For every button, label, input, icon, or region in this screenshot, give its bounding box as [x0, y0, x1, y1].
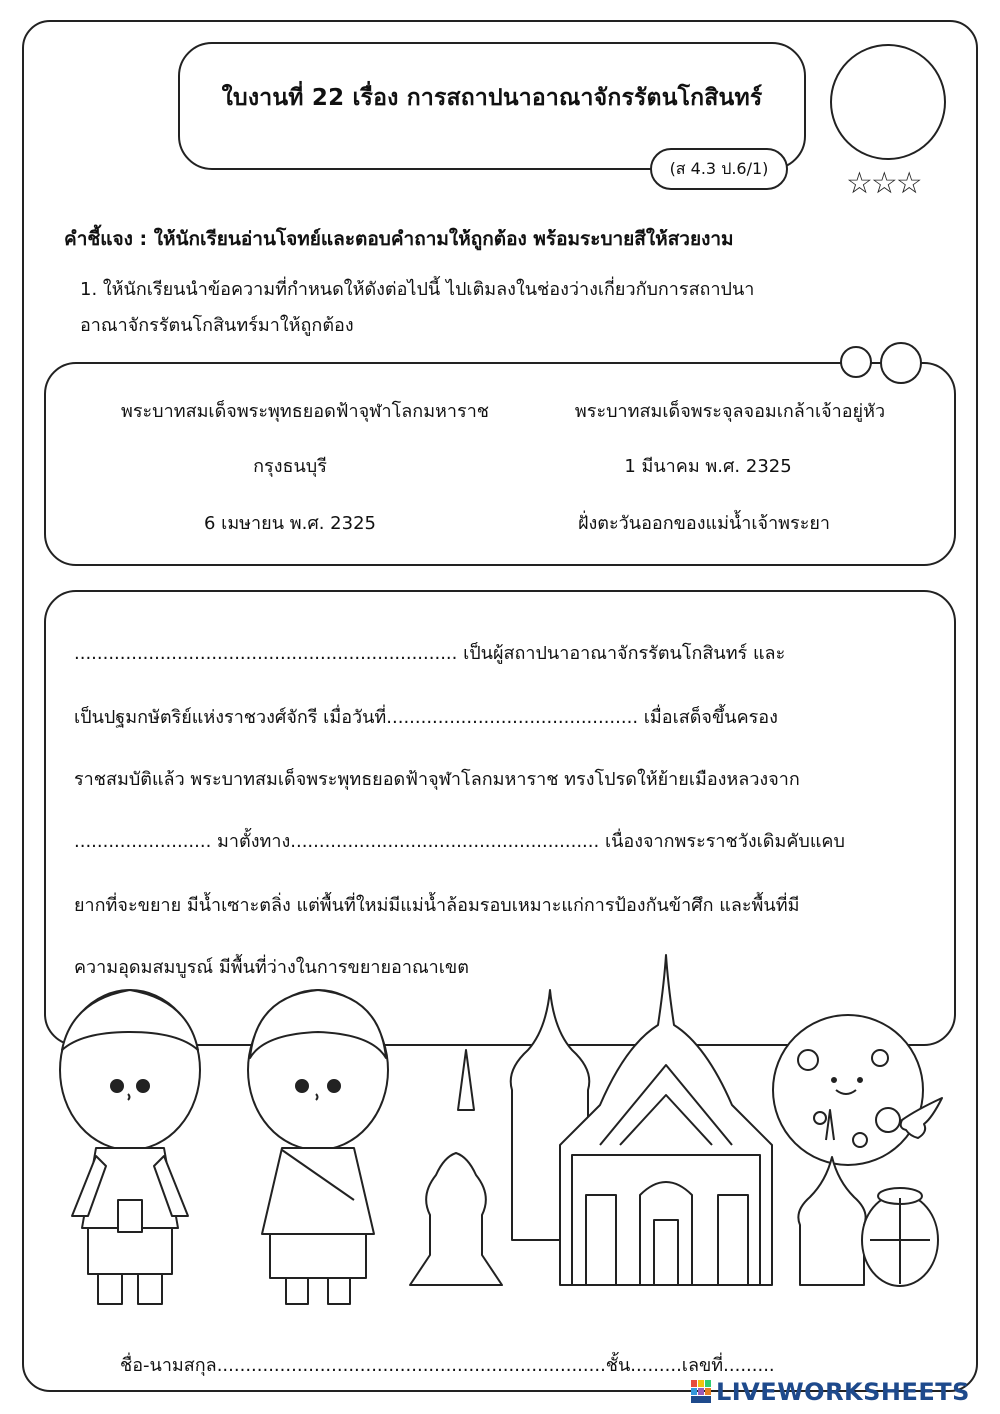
word-bank-item[interactable]: พระบาทสมเด็จพระพุทธยอดฟ้าจุฬาโลกมหาราช [120, 401, 490, 422]
word-bank-item[interactable]: 6 เมษายน พ.ศ. 2325 [203, 513, 377, 534]
thai-kids-temple-illustration [0, 940, 1000, 1320]
standard-tag: (ส 4.3 ป.6/1) [650, 148, 788, 190]
word-bank-item[interactable]: พระบาทสมเด็จพระจุลจอมเกล้าเจ้าอยู่หัว [574, 401, 886, 422]
score-circle [830, 44, 946, 160]
question-1 [80, 272, 900, 344]
passage-line: ราชสมบัติแล้ว พระบาทสมเด็จพระพุทธยอดฟ้าจุฬาโลกมหาราช ทรงโปรดให้ย้ายเมืองหลวงจาก [74, 769, 800, 790]
word-bank-item[interactable]: 1 มีนาคม พ.ศ. 2325 [624, 456, 792, 477]
worksheet-title: ใบงานที่ 22 เรื่อง การสถาปนาอาณาจักรรัตนโกสินทร์ [221, 85, 763, 111]
liveworksheets-brand [690, 1378, 970, 1406]
boy-character [60, 990, 200, 1304]
girl-character [248, 990, 388, 1304]
passage-line: เป็นปฐมกษัตริย์แห่งราชวงศ์จักรี เมื่อวันที่............................................ เมื่อเสด็จขึ้นครอง [74, 707, 778, 728]
passage-line: ยากที่จะขยาย มีน้ำเซาะตลิ่ง แต่พื้นที่ใหม่มีแม่น้ำล้อมรอบเหมาะแก่การป้องกันข้าศึก และพื้นที่มี [74, 895, 800, 916]
passage-line: ........................ มาตั้งทาง...................................................... เนื่องจากพระราชวังเดิมคับแคบ [74, 831, 845, 852]
question-1-line-1: 1. ให้นักเรียนนำข้อความที่กำหนดให้ดังต่อไปนี้ ไปเติมลงในช่องว่างเกี่ยวกับการสถาปนา [80, 279, 755, 300]
student-info-line: ชื่อ-นามสกุล....................................................................ชั้น.........เลขที่......... [120, 1355, 775, 1376]
word-bank-item[interactable]: กรุงธนบุรี [253, 456, 327, 477]
passage-line: ................................................................... เป็นผู้สถาปนาอาณาจักรรัตนโกสินทร์ และ [74, 643, 786, 664]
question-1-line-2: อาณาจักรรัตนโกสินทร์มาให้ถูกต้อง [80, 315, 354, 336]
instruction-text: คำชี้แจง : ให้นักเรียนอ่านโจทย์และตอบคำถามให้ถูกต้อง พร้อมระบายสีให้สวยงาม [64, 228, 734, 250]
three-star-outline-icon: ☆☆☆ [846, 166, 921, 201]
passage-line: ความอุดมสมบูรณ์ มีพื้นที่ว่างในการขยายอาณาเขต [74, 957, 469, 978]
liveworksheets-logo-icon [690, 1379, 712, 1405]
moon-icon [773, 1015, 923, 1165]
brand-text: LIVEWORKSHEETS [716, 1378, 970, 1406]
word-bank-item[interactable]: ฝั่งตะวันออกของแม่น้ำเจ้าพระยา [577, 513, 831, 534]
